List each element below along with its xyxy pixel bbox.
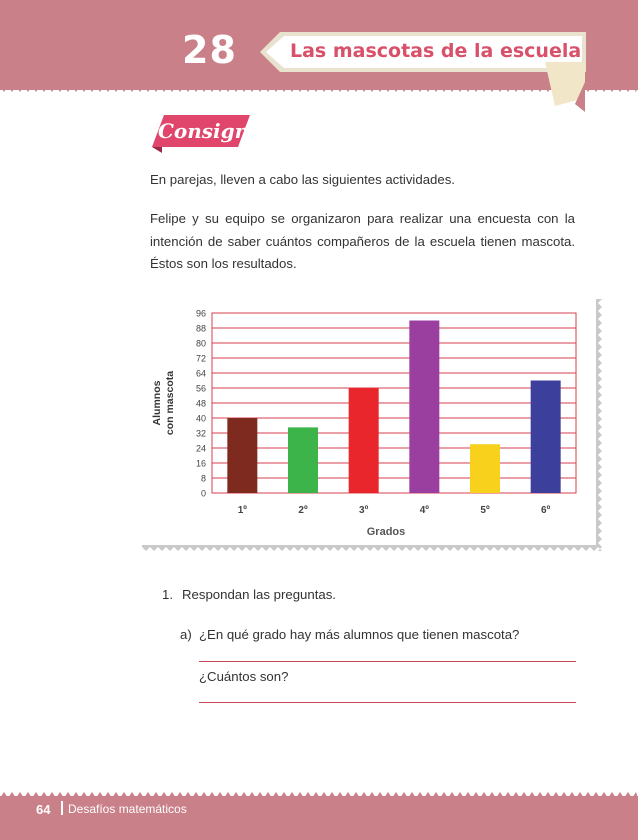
bar-5 [470, 444, 500, 493]
book-title: Desafíos matemáticos [68, 802, 187, 816]
footer-separator [61, 801, 63, 815]
ribbon-fold-corner [545, 62, 593, 112]
instruction-text: En parejas, lleven a cabo las siguientes actividades. [150, 172, 455, 187]
answer-line[interactable] [199, 702, 576, 703]
lesson-title: Las mascotas de la escuela [290, 40, 582, 62]
subquestion-text: ¿En qué grado hay más alumnos que tienen mascota? [199, 627, 520, 642]
question-number: 1. [162, 587, 173, 602]
bar-6 [531, 381, 561, 494]
y-tick-label: 24 [195, 443, 206, 454]
y-axis-label: con mascota [164, 370, 176, 436]
chart-card [134, 291, 602, 551]
y-tick-label: 32 [195, 428, 206, 439]
y-tick-label: 64 [195, 368, 206, 379]
y-tick-label: 48 [195, 398, 206, 409]
x-tick-label: 5º [480, 505, 490, 516]
bar-3 [349, 388, 379, 493]
x-tick-label: 3º [359, 505, 369, 516]
y-tick-label: 40 [195, 413, 206, 424]
y-tick-label: 8 [200, 473, 206, 484]
x-tick-label: 2º [298, 505, 308, 516]
x-tick-label: 6º [541, 505, 551, 516]
y-tick-label: 0 [200, 488, 206, 499]
bar-1 [227, 418, 257, 493]
subquestion-followup: ¿Cuántos son? [199, 669, 289, 684]
x-tick-label: 4º [419, 505, 429, 516]
y-axis-label: Alumnos [151, 380, 163, 426]
bar-2 [288, 427, 318, 493]
page-number: 64 [36, 802, 51, 817]
y-tick-label: 88 [195, 323, 206, 334]
question-text: Respondan las preguntas. [182, 587, 336, 602]
y-tick-label: 96 [195, 308, 206, 319]
bar-chart [134, 291, 602, 551]
bar-4 [409, 321, 439, 494]
y-tick-label: 80 [195, 338, 206, 349]
consigna-label: Consigna [158, 119, 263, 143]
x-axis-label: Grados [366, 526, 406, 538]
lesson-number: 28 [182, 28, 237, 72]
x-tick-label: 1º [237, 505, 247, 516]
y-tick-label: 16 [195, 458, 206, 469]
answer-line[interactable] [199, 661, 576, 662]
y-tick-label: 56 [195, 383, 206, 394]
context-text: Felipe y su equipo se organizaron para realizar una encuesta con la intención de saber cuántos compañeros de la escuela tienen mascota. Éstos son los resultados. [150, 211, 575, 271]
subquestion-letter: a) [180, 627, 192, 642]
header-zigzag-edge [0, 86, 638, 96]
y-tick-label: 72 [195, 353, 206, 364]
